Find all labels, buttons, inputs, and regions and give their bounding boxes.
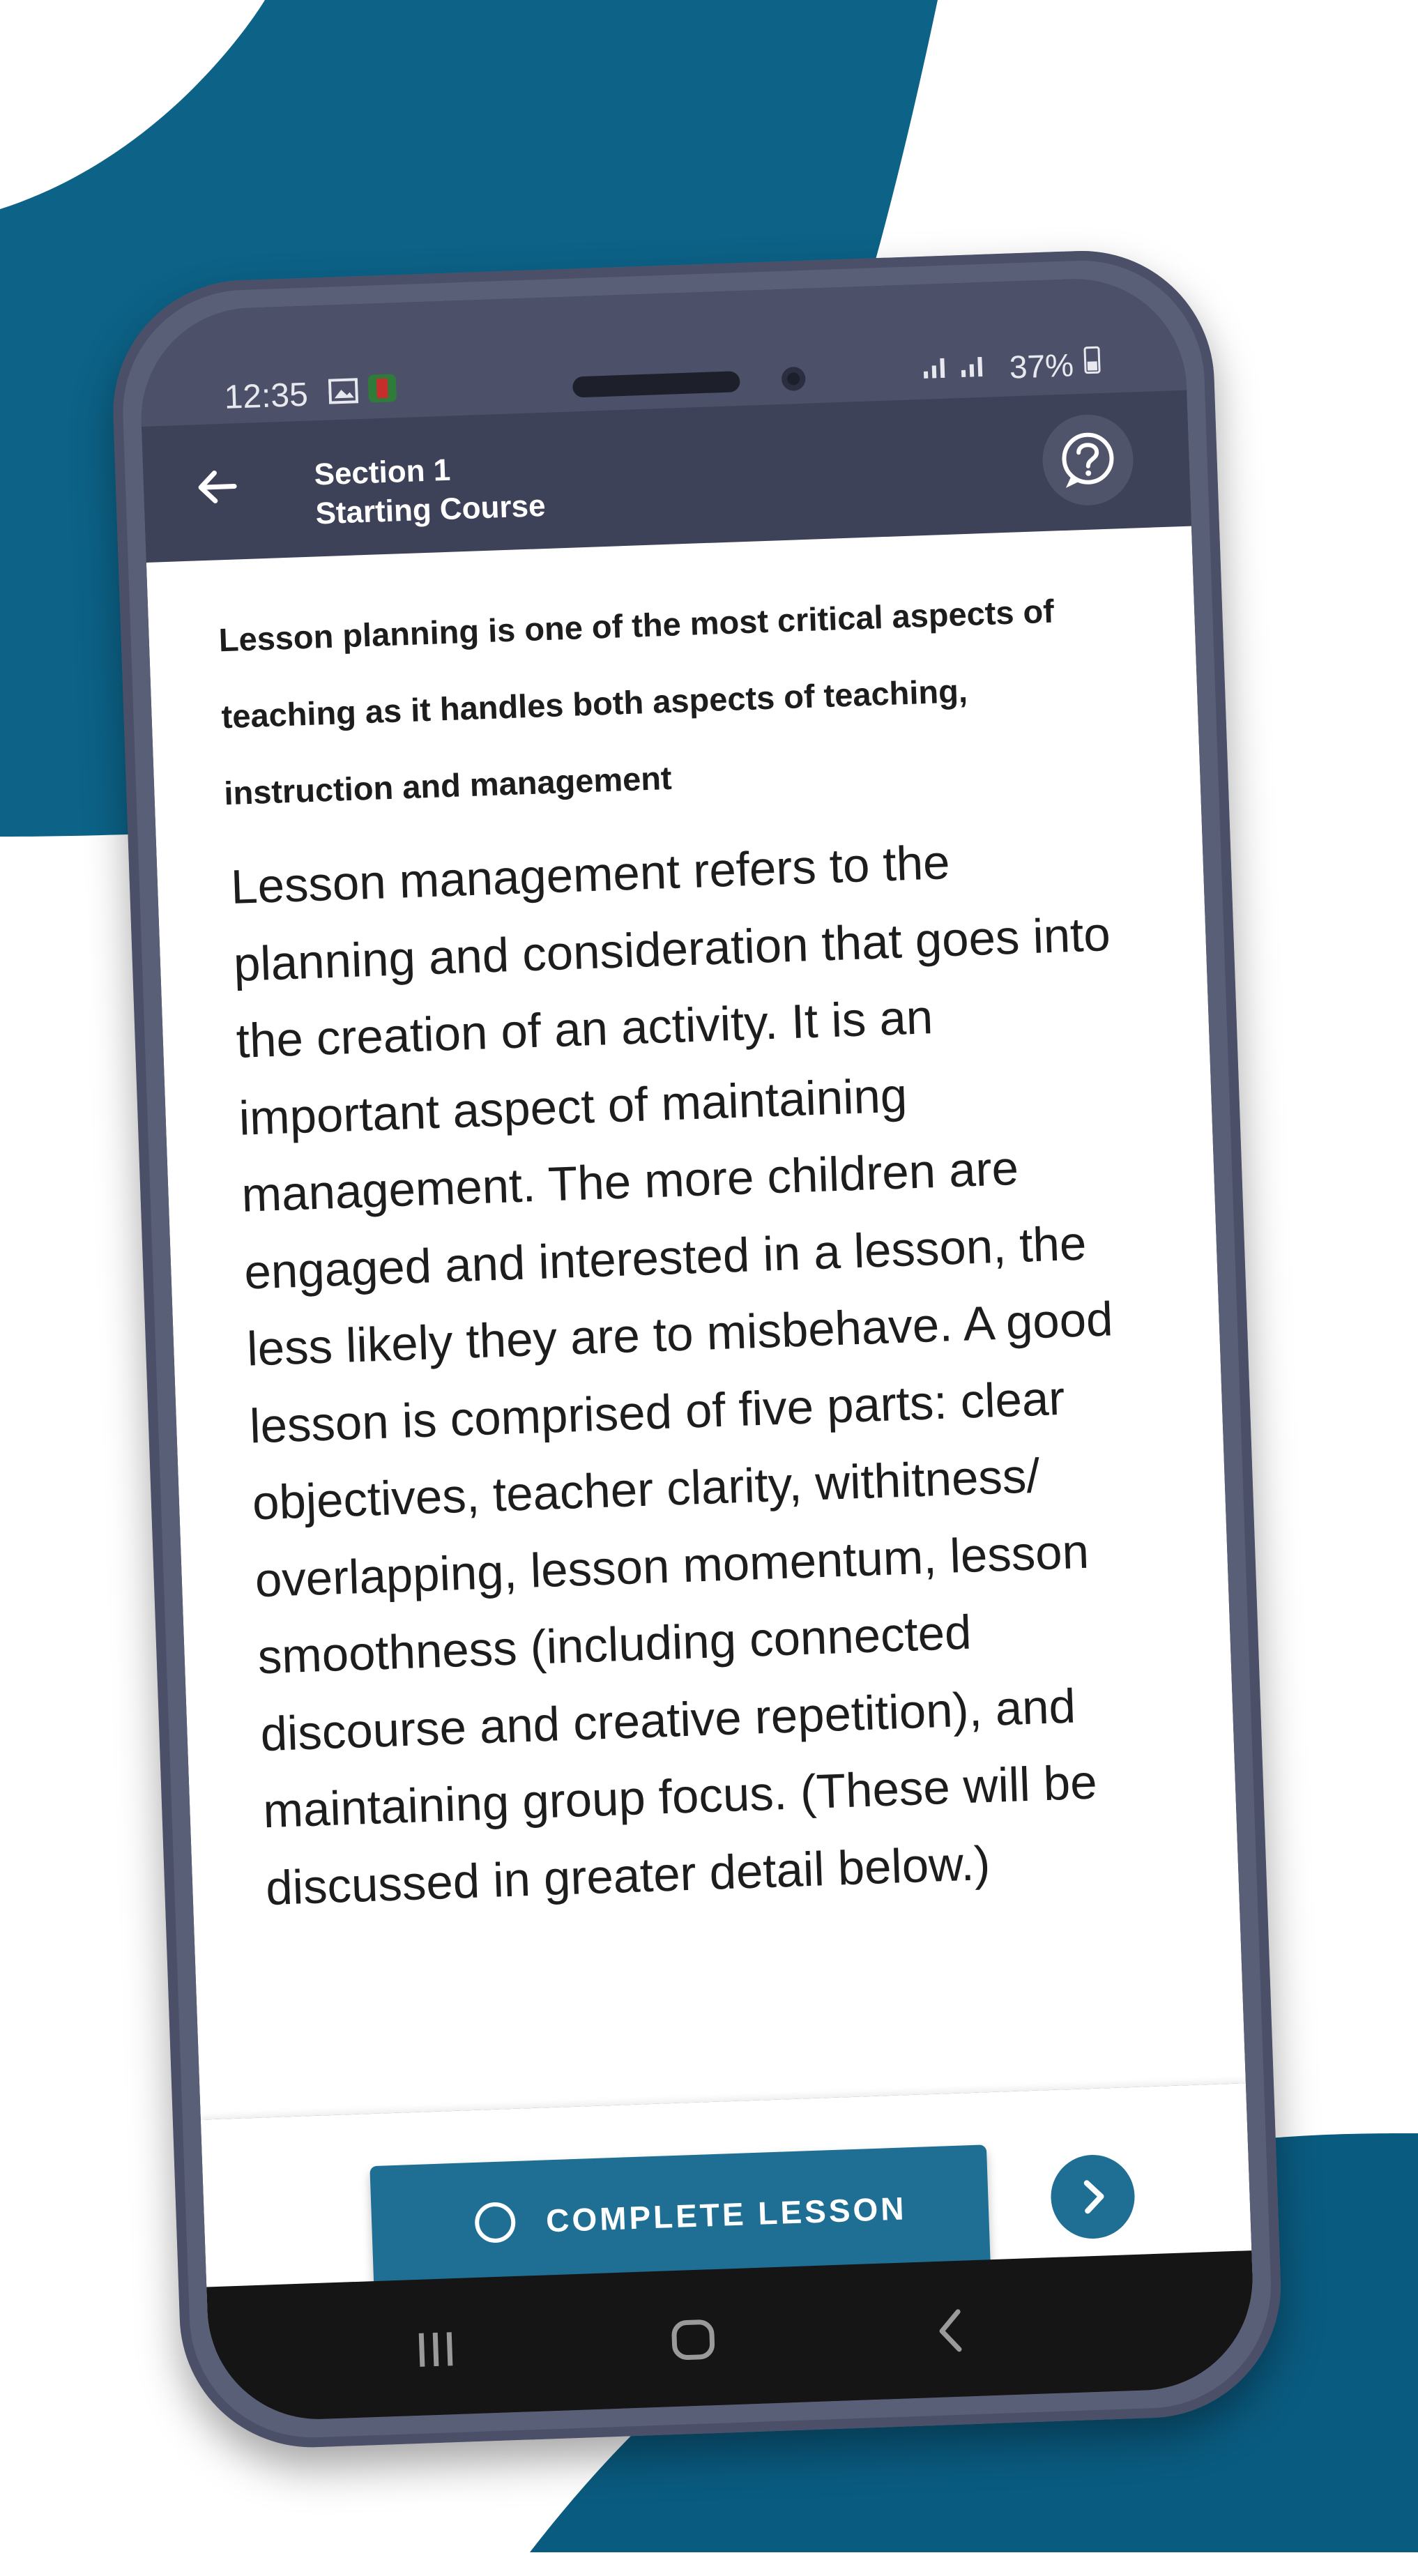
status-time: 12:35 (223, 376, 309, 416)
arrow-left-icon (192, 462, 242, 512)
help-button[interactable] (1041, 413, 1134, 507)
section-label: Section 1 (313, 452, 451, 492)
signal-icon (916, 348, 1000, 381)
battery-percent: 37% (1009, 346, 1074, 386)
notification-icons (328, 372, 399, 412)
gallery-icon (328, 376, 360, 406)
next-lesson-button[interactable] (1049, 2154, 1136, 2240)
recents-button[interactable] (396, 2309, 475, 2388)
chevron-right-icon (1049, 2154, 1136, 2240)
page-title (314, 448, 547, 533)
battery-icon (1082, 344, 1103, 376)
earpiece-speaker (572, 371, 740, 397)
system-back-button[interactable] (911, 2291, 991, 2370)
circle-outline-icon (474, 2202, 516, 2243)
lesson-content[interactable] (146, 526, 1246, 2120)
question-circle-icon (1041, 413, 1134, 507)
back-button[interactable] (185, 462, 250, 526)
home-button[interactable] (653, 2300, 733, 2379)
recents-icon (396, 2309, 475, 2388)
back-chevron-icon (911, 2291, 991, 2370)
home-icon (653, 2300, 733, 2379)
course-label: Starting Course (314, 488, 547, 531)
front-camera (782, 367, 806, 391)
lesson-body: Lesson management refers to the planning and consideration that goes into the creation of an activity. It is an important aspect of maintaining management. The more children are engaged and interested in a lesson, the less likely they are to misbehave. A good lesson is comprised of five parts: clear objectives, teacher clarity, withitness/ overlapping, lesson momentum, lesson smoothness (including connected discourse and creative repetition), and maintaining group focus. (These will be discussed in greater detail below.) (229, 835, 1114, 1915)
phone-screen (137, 275, 1256, 2423)
lesson-heading: Lesson planning is one of the most critical aspects of teaching as it handles both aspects of teaching, instruction and management (218, 592, 1055, 812)
status-right (916, 344, 1102, 389)
app-notification-icon (367, 372, 399, 404)
complete-lesson-label: COMPLETE LESSON (545, 2190, 908, 2239)
phone-frame (109, 246, 1286, 2451)
